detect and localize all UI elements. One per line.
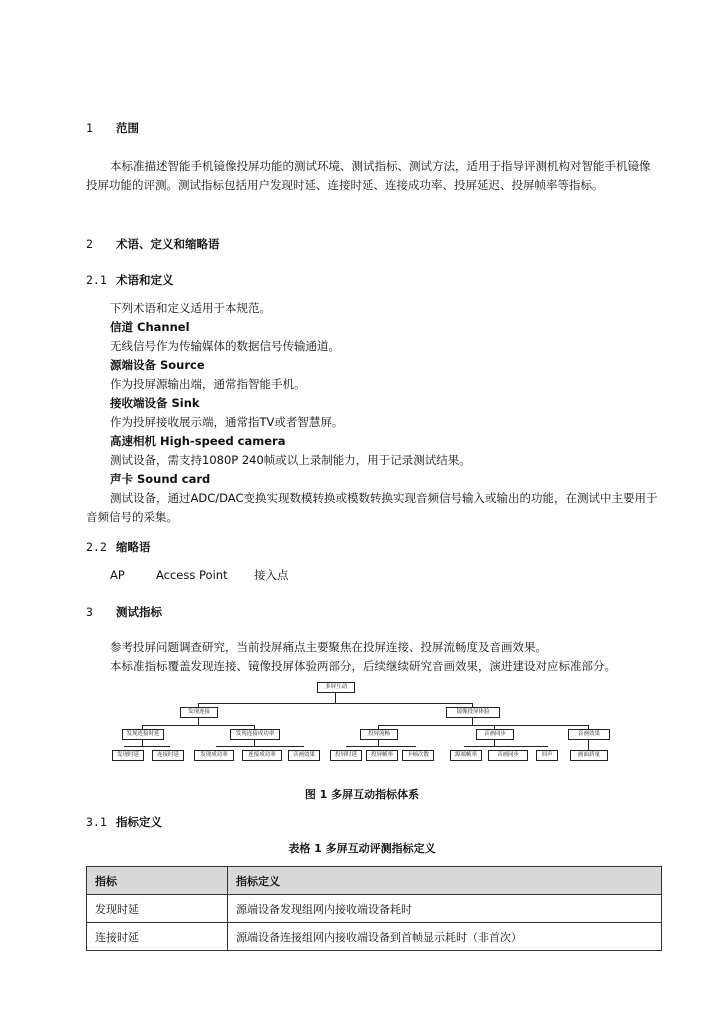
diagram-l2-discovery-latency: 发现连接时延 — [122, 729, 164, 740]
term-high-speed-camera: 高速相机 High-speed camera — [110, 434, 286, 448]
definition-sound-card: 测试设备，通过ADC/DAC变换实现数模转换或模数转换实现音频信号输入或输出的功能，在测试中主要用于音频信号的采集。 — [86, 491, 658, 524]
table-row — [87, 895, 662, 923]
diagram-l3-echo: 回声 — [536, 750, 558, 761]
definition-sink: 作为投屏接收展示端，通常指TV或者智慧屏。 — [110, 415, 344, 429]
diagram-l2-smoothness: 投屏流畅 — [360, 729, 398, 740]
diagram-l2-av-sync: 音画同步 — [476, 729, 514, 740]
diagram-l1-discovery: 发现连接 — [180, 707, 218, 718]
terms-intro: 下列术语和定义适用于本规范。 — [110, 301, 271, 315]
diagram-l3-connect-success: 连接成功率 — [242, 750, 282, 761]
diagram-l3-stutter-count: 卡顿次数 — [402, 750, 434, 761]
term-sink: 接收端设备 Sink — [110, 396, 200, 410]
diagram-l3-mirror-fps: 投屏帧率 — [366, 750, 398, 761]
table-row — [87, 923, 662, 951]
diagram-l3-av-sync: 音画同步 — [488, 750, 528, 761]
indicator-definition-table — [86, 866, 662, 951]
table-header-row — [87, 867, 662, 895]
term-channel: 信道 Channel — [110, 320, 190, 334]
figure-caption: 图 1 多屏互动指标体系 — [304, 788, 420, 801]
abbreviation-full: Access Point — [156, 568, 228, 582]
table-cell-indicator: 连接时延 — [87, 923, 228, 951]
diagram-l3-mirror-latency: 投屏时延 — [330, 750, 362, 761]
diagram-l3-discovery-latency: 发现时延 — [112, 750, 144, 761]
term-sound-card: 声卡 Sound card — [110, 472, 211, 486]
diagram-l3-source-fps: 源端帧率 — [450, 750, 482, 761]
abbreviation-abbr: AP — [110, 568, 125, 582]
table-cell-definition: 源端设备发现组网内接收端设备耗时 — [228, 895, 662, 923]
table-caption: 表格 1 多屏互动评测指标定义 — [288, 842, 436, 855]
indicator-tree-diagram — [110, 680, 610, 770]
section-heading-2: 2 术语、定义和缩略语 — [86, 237, 220, 251]
diagram-l3-av-effect: 音画效果 — [288, 750, 320, 761]
diagram-l3-connect-latency: 连接时延 — [152, 750, 184, 761]
definition-channel: 无线信号作为传输媒体的数据信号传输通道。 — [110, 339, 340, 353]
indicator-paragraph-2: 本标准指标覆盖发现连接、镜像投屏体验两部分，后续继续研究音画效果，演进建设对应标准部分。 — [110, 659, 616, 673]
scope-paragraph: 本标准描述智能手机镜像投屏功能的测试环境、测试指标、测试方法，适用于指导评测机构对智能手机镜像投屏功能的评测。测试指标包括用户发现时延、连接时延、连接成功率、投屏延迟、投屏帧率等指标。 — [86, 159, 651, 192]
diagram-l2-av-effect: 音画效果 — [568, 729, 610, 740]
indicator-paragraph-1: 参考投屏问题调查研究，当前投屏痛点主要聚焦在投屏连接、投屏流畅度及音画效果。 — [110, 640, 547, 654]
section-heading-2-2: 2.2 缩略语 — [86, 540, 151, 554]
term-source: 源端设备 Source — [110, 358, 205, 372]
table-header-definition: 指标定义 — [228, 867, 662, 895]
section-heading-1: 1 范围 — [86, 121, 139, 135]
section-heading-3-1: 3.1 指标定义 — [86, 815, 162, 829]
table-cell-indicator: 发现时延 — [87, 895, 228, 923]
abbreviation-meaning: 接入点 — [254, 568, 289, 582]
section-heading-2-1: 2.1 术语和定义 — [86, 273, 174, 287]
table-cell-definition: 源端设备连接组网内接收端设备到首帧显示耗时（非首次） — [228, 923, 662, 951]
abbreviation-row — [110, 566, 289, 585]
diagram-l3-picture-quality: 画面质量 — [570, 750, 608, 761]
diagram-root-node: 多屏互动 — [317, 682, 355, 693]
table-header-indicator: 指标 — [87, 867, 228, 895]
definition-source: 作为投屏源输出端，通常指智能手机。 — [110, 377, 306, 391]
diagram-l3-discovery-success: 发现成功率 — [194, 750, 234, 761]
section-heading-3: 3 测试指标 — [86, 605, 162, 619]
definition-high-speed-camera: 测试设备，需支持1080P 240帧或以上录制能力，用于记录测试结果。 — [110, 453, 471, 467]
diagram-l2-discovery-success: 发现连接成功率 — [230, 729, 280, 740]
diagram-l1-mirroring: 镜像投屏体验 — [446, 707, 500, 718]
